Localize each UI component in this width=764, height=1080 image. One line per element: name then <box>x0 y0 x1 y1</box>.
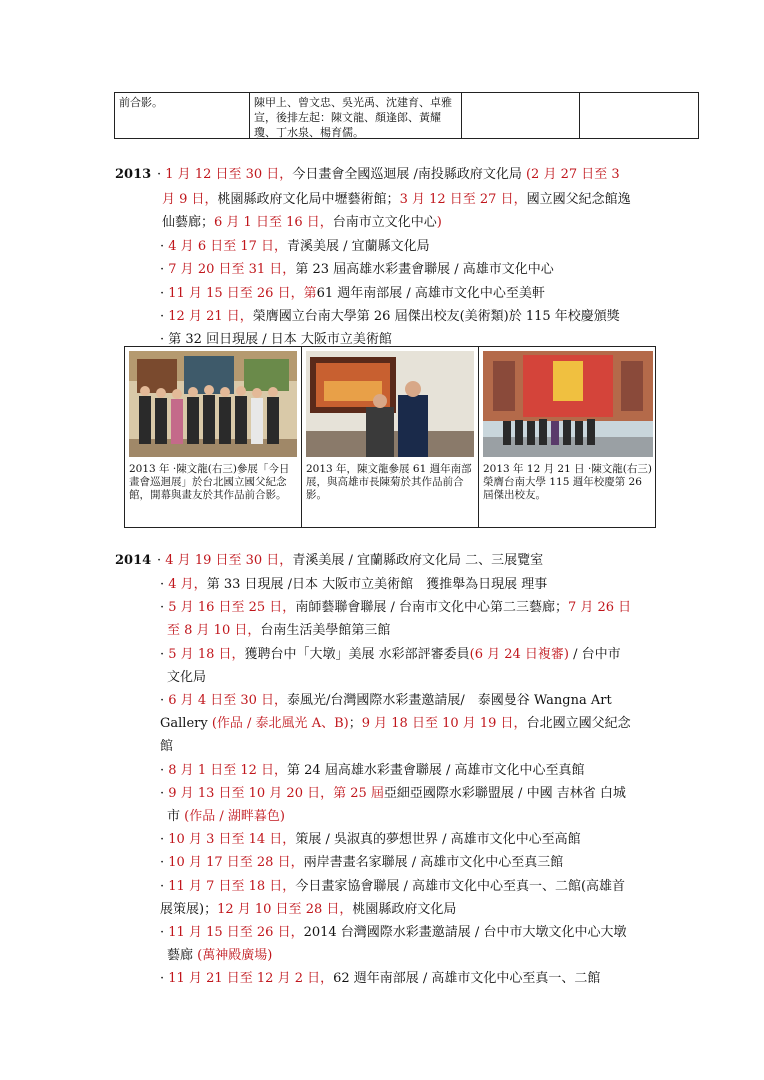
bullet: · <box>160 577 165 592</box>
bullet: · <box>160 647 165 662</box>
date-text: (萬神殿廣場) <box>197 948 273 963</box>
bullet: · <box>160 693 165 708</box>
date-text: 6 月 4 日至 30 日， <box>168 693 288 708</box>
bullet: · <box>160 763 165 778</box>
bullet: · <box>160 925 165 940</box>
entry-text: 61 週年南部展 / 高雄市文化中心至美軒 <box>316 286 545 301</box>
entry-text: 文化局 <box>167 670 207 685</box>
entry-text: 台南生活美學館第三館 <box>260 623 391 638</box>
photo-table <box>124 346 656 528</box>
bullet: · <box>157 167 162 182</box>
date-text: 9 月 18 日至 10 月 19 日， <box>361 716 527 731</box>
entry-line <box>160 855 563 871</box>
bullet: · <box>160 971 165 986</box>
date-text: 12 月 21 日， <box>168 309 253 324</box>
entry-line <box>160 739 173 755</box>
bullet: · <box>160 879 165 894</box>
bullet: · <box>160 286 165 301</box>
date-text: 8 月 1 日至 12 日， <box>168 763 288 778</box>
bullet: · <box>157 553 162 568</box>
year-heading-2014: 2014 <box>115 553 152 568</box>
entry-text: 青溪美展 / 宜蘭縣文化局 <box>287 239 430 254</box>
entry-text: 青溪美展 / 宜蘭縣政府文化局 二、三展覽室 <box>292 553 544 568</box>
entry-line <box>157 167 620 183</box>
entry-text: 台北國立國父紀念 <box>526 716 631 731</box>
entry-line <box>160 971 600 987</box>
entry-text: 仙藝廊； <box>162 215 215 230</box>
table-cell <box>462 93 580 138</box>
date-text: 11 月 15 日至 26 日， <box>168 925 304 940</box>
entry-text: 獲聘台中「大墩」美展 水彩部評審委員 <box>244 647 470 662</box>
date-text: (2 月 27 日至 3 <box>525 167 620 182</box>
entry-line <box>160 693 612 709</box>
date-text: 4 月， <box>168 577 207 592</box>
date-text: 7 月 26 日 <box>567 600 632 615</box>
entry-text: 桃園縣政府文化局中壢藝術館； <box>217 192 400 207</box>
entry-text: 南師藝聯會聯展 / 台南市文化中心第二三藝廊； <box>295 600 568 615</box>
entry-line <box>167 670 206 686</box>
entry-line <box>162 215 442 231</box>
entry-line <box>160 925 626 941</box>
date-text: 7 月 20 日至 31 日， <box>168 262 296 277</box>
date-text: 9 月 13 日至 10 月 20 日，第 25 屆 <box>168 786 384 801</box>
date-text: ) <box>436 215 442 230</box>
table-cell: 前合影。 <box>115 93 250 138</box>
photo-cell <box>479 347 657 527</box>
entry-text: 兩岸書畫名家聯展 / 高雄市文化中心至真三館 <box>303 855 564 870</box>
entry-line <box>167 623 390 639</box>
entry-line <box>160 577 547 593</box>
entry-text: 第 23 屆高雄水彩畫會聯展 / 高雄市文化中心 <box>295 262 554 277</box>
year-heading-2013: 2013 <box>115 167 152 182</box>
entry-text: 桃園縣政府文化局 <box>352 902 457 917</box>
entry-line <box>160 902 456 918</box>
date-text: 12 月 10 日至 28 日， <box>217 902 353 917</box>
entry-line <box>160 262 554 278</box>
entry-text: 國立國父紀念館逸 <box>526 192 631 207</box>
date-text: 10 月 3 日至 14 日， <box>168 832 296 847</box>
entry-line <box>160 832 581 848</box>
entry-line <box>167 948 272 964</box>
photo-university-award <box>483 351 653 457</box>
bullet: · <box>160 855 165 870</box>
table-cell: 陳甲上、曾文忠、吳光禹、沈建育、卓雅宣，後排左起：陳文龍、顏逢郎、黃耀瓊、丁水泉、楊育儒。 <box>250 93 462 138</box>
photo-caption: 2013 年 ·陳文龍(右三)參展「今日畫會巡迴展」於台北國立國父紀念館，開幕與畫友於其作品前合影。 <box>129 463 290 501</box>
bullet: · <box>160 786 165 801</box>
entry-line <box>160 879 625 895</box>
group-photo-image <box>129 351 297 457</box>
entry-text: 62 週年南部展 / 高雄市文化中心至真一、二館 <box>333 971 601 986</box>
entry-text: 市 <box>167 809 185 824</box>
entry-text: 今日畫家協會聯展 / 高雄市文化中心至真一、二館(高雄首 <box>295 879 626 894</box>
date-text: 至 8 月 10 日， <box>167 623 261 638</box>
bullet: · <box>160 262 165 277</box>
bullet: · <box>160 309 165 324</box>
date-text: 11 月 7 日至 18 日， <box>168 879 296 894</box>
date-text: 3 月 12 日至 27 日， <box>399 192 527 207</box>
bullet: · <box>160 600 165 615</box>
entry-text: 亞細亞國際水彩聯盟展 / 中國 吉林省 白城 <box>383 786 626 801</box>
entry-line <box>160 286 545 302</box>
date-text: 5 月 18 日， <box>168 647 245 662</box>
date-text: (作品 / 湖畔暮色) <box>184 809 285 824</box>
entry-text: 今日畫會全國巡迴展 /南投縣政府文化局 <box>292 167 522 182</box>
entry-text: / 台中市 <box>569 647 621 662</box>
entry-line <box>160 600 631 616</box>
top-table-fragment <box>114 92 699 139</box>
photo-cell <box>125 347 302 527</box>
entry-text: 策展 / 吳淑真的夢想世界 / 高雄市文化中心至高館 <box>295 832 581 847</box>
entry-text: 第 24 屆高雄水彩畫會聯展 / 高雄市文化中心至真館 <box>287 763 585 778</box>
university-photo-image <box>483 351 653 457</box>
entry-line <box>160 763 584 779</box>
date-text: 10 月 17 日至 28 日， <box>168 855 304 870</box>
entry-text: 第 33 日現展 /日本 大阪市立美術館 獲推舉為日現展 理事 <box>206 577 548 592</box>
mayor-photo-image <box>306 351 474 457</box>
date-text: 6 月 1 日至 16 日， <box>214 215 333 230</box>
entry-line <box>160 239 430 255</box>
entry-text: 2014 台灣國際水彩畫邀請展 / 台中市大墩文化中心大墩 <box>303 925 627 940</box>
photo-with-mayor <box>306 351 474 457</box>
entry-line <box>157 553 543 569</box>
date-text: 1 月 12 日至 30 日， <box>165 167 293 182</box>
entry-line <box>167 809 285 825</box>
entry-text: 藝廊 <box>167 948 198 963</box>
entry-text: 展策展)； <box>160 902 218 917</box>
date-text: 4 月 19 日至 30 日， <box>165 553 293 568</box>
photo-caption: 2013 年 12 月 21 日 ·陳文龍(右三)榮膺台南大學 115 週年校慶第 26 屆傑出校友。 <box>483 463 652 501</box>
entry-text: 第 32 回日現展 / 日本 大阪市立美術館 <box>168 332 392 347</box>
date-text: (6 月 24 日複審) <box>469 647 569 662</box>
entry-line <box>160 309 620 325</box>
table-cell <box>580 93 698 138</box>
entry-line <box>162 192 631 208</box>
photo-exhibition-group <box>129 351 297 457</box>
bullet: · <box>160 239 165 254</box>
date-text: (作品 / 泰北風光 A、B) <box>211 716 349 731</box>
entry-text: 榮膺國立台南大學第 26 屆傑出校友(美術類)於 115 年校慶頒獎 <box>252 309 620 324</box>
entry-text: ； <box>348 716 362 731</box>
entry-line <box>160 786 626 802</box>
date-text: 5 月 16 日至 25 日， <box>168 600 296 615</box>
photo-caption: 2013 年，陳文龍參展 61 週年南部展，與高雄市長陳菊於其作品前合影。 <box>306 463 472 501</box>
date-text: 11 月 15 日至 26 日，第 <box>168 286 317 301</box>
entry-text: 館 <box>160 739 174 754</box>
entry-line <box>160 647 621 663</box>
entry-text: 泰風光/台灣國際水彩畫邀請展/ 泰國曼谷 Wangna Art <box>287 693 612 708</box>
entry-text: Gallery <box>160 716 212 731</box>
entry-line <box>160 716 631 732</box>
date-text: 11 月 21 日至 12 月 2 日， <box>168 971 334 986</box>
bullet: · <box>160 832 165 847</box>
date-text: 月 9 日， <box>162 192 218 207</box>
date-text: 4 月 6 日至 17 日， <box>168 239 288 254</box>
entry-text: 台南市立文化中心 <box>332 215 437 230</box>
photo-cell <box>302 347 479 527</box>
bullet: · <box>160 332 165 347</box>
